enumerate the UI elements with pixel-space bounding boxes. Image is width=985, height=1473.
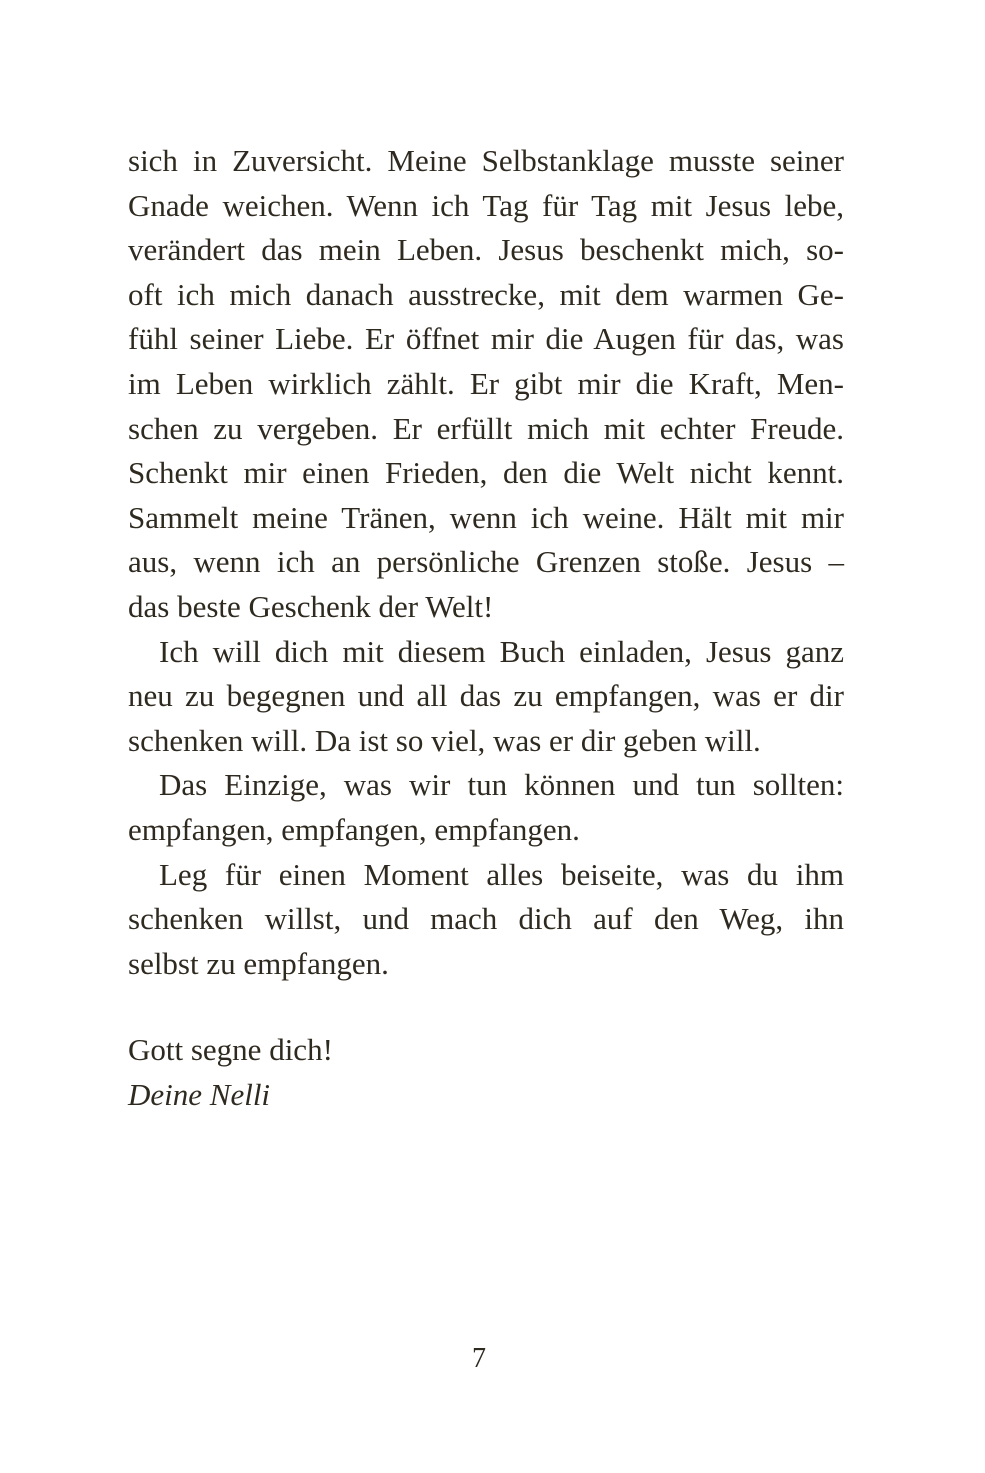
text-line: neu zu begegnen und all das zu empfangen, was er dir — [128, 678, 844, 714]
closing — [128, 1028, 333, 1117]
text-line: Das Einzige, was wir tun können und tun sollten: — [159, 767, 844, 803]
text-line: Gnade weichen. Wenn ich Tag für Tag mit Jesus lebe, — [128, 187, 844, 223]
text-line: schenken will. Da ist so viel, was er dir geben will. — [128, 722, 761, 758]
text-line: Leg für einen Moment alles beiseite, was du ihm — [159, 856, 844, 892]
text-line: Sammelt meine Tränen, wenn ich weine. Hält mit mir — [128, 499, 844, 535]
text-line: aus, wenn ich an persönliche Grenzen stoße. Jesus – — [128, 544, 844, 580]
text-line: schenken willst, und mach dich auf den Weg, ihn — [128, 901, 844, 937]
text-line: im Leben wirklich zählt. Er gibt mir die Kraft, Men- — [128, 365, 844, 401]
text-line: Ich will dich mit diesem Buch einladen, Jesus ganz — [159, 633, 844, 669]
text-line: empfangen, empfangen, empfangen. — [128, 811, 580, 847]
page-number: 7 — [472, 1343, 486, 1374]
text-line: sich in Zuversicht. Meine Selbstanklage musste seiner — [128, 143, 844, 178]
text-line: selbst zu empfangen. — [128, 945, 389, 981]
text-line: verändert das mein Leben. Jesus beschenkt mich, so- — [128, 232, 844, 268]
text-line: fühl seiner Liebe. Er öffnet mir die Augen für das, was — [128, 321, 844, 357]
closing-greeting: Gott segne dich! — [128, 1032, 333, 1067]
text-line: das beste Geschenk der Welt! — [128, 588, 494, 624]
text-line: oft ich mich danach ausstrecke, mit dem warmen Ge- — [128, 276, 844, 312]
text-line: schen zu vergeben. Er erfüllt mich mit echter Freude. — [128, 410, 844, 446]
text-line: Schenkt mir einen Frieden, den die Welt nicht kennt. — [128, 455, 844, 491]
body-text — [128, 139, 844, 986]
signature: Deine Nelli — [128, 1076, 271, 1112]
